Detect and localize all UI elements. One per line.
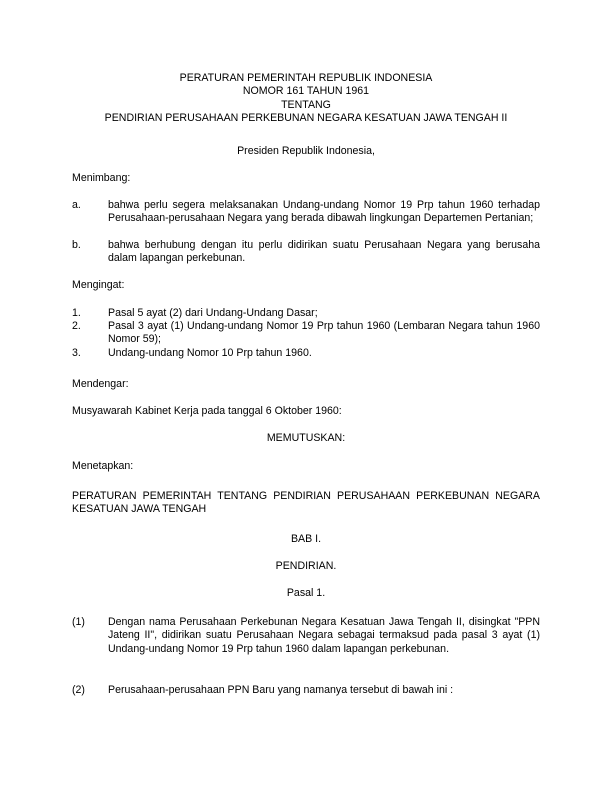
president-line: Presiden Republik Indonesia, xyxy=(237,145,375,157)
item-label: 3. xyxy=(72,347,81,359)
item-label: 2. xyxy=(72,320,81,332)
menetapkan-text: PERATURAN PEMERINTAH TENTANG PENDIRIAN PERUSAHAAN PERKEBUNAN NEGARA KESATUAN JAWA TENGAH xyxy=(72,490,540,516)
list-item xyxy=(72,347,540,360)
item-text: Undang-undang Nomor 10 Prp tahun 1960. xyxy=(108,347,312,359)
item-text: Pasal 5 ayat (2) dari Undang-Undang Dasar; xyxy=(108,307,318,319)
document-title xyxy=(72,72,540,126)
menimbang-heading: Menimbang: xyxy=(72,172,131,184)
title-line: PERATURAN PEMERINTAH REPUBLIK INDONESIA xyxy=(179,72,433,84)
bab-heading: BAB I. xyxy=(290,533,322,545)
memutuskan-heading: MEMUTUSKAN: xyxy=(266,432,346,444)
list-item xyxy=(72,320,540,347)
bab-title: PENDIRIAN. xyxy=(275,560,337,572)
pasal-item xyxy=(72,684,540,697)
list-item xyxy=(72,307,540,320)
title-line: PENDIRIAN PERUSAHAAN PERKEBUNAN NEGARA KESATUAN JAWA TENGAH II xyxy=(104,112,508,125)
mengingat-heading: Mengingat: xyxy=(72,279,125,291)
list-item xyxy=(72,239,540,266)
item-text: bahwa perlu segera melaksanakan Undang-undang Nomor 19 Prp tahun 1960 terhadap Perusahaan-perusahaan Negara yang berada dibawah lingkungan Departemen Pertanian; xyxy=(108,199,540,225)
item-label: a. xyxy=(72,199,81,211)
mendengar-heading: Mendengar: xyxy=(72,378,129,390)
title-line: NOMOR 161 TAHUN 1961 xyxy=(242,85,370,98)
title-line: TENTANG xyxy=(281,98,331,111)
item-text: Perusahaan-perusahaan PPN Baru yang namanya tersebut di bawah ini : xyxy=(108,684,454,696)
item-label: b. xyxy=(72,239,81,251)
pasal-item xyxy=(72,616,540,656)
pasal-heading: Pasal 1. xyxy=(286,587,326,599)
mendengar-text: Musyawarah Kabinet Kerja pada tanggal 6 Oktober 1960: xyxy=(72,405,342,417)
menetapkan-heading: Menetapkan: xyxy=(72,460,134,472)
item-label: (2) xyxy=(72,684,85,696)
item-text: Dengan nama Perusahaan Perkebunan Negara Kesatuan Jawa Tengah II, disingkat "PPN Jateng II", didirikan suatu Perusahaan Negara sebagai termaksud pada pasal 3 ayat (1) Undang-undang Nomor 19 Prp tahun 1960 dalam lapangan perkebunan. xyxy=(108,616,540,655)
item-text: Pasal 3 ayat (1) Undang-undang Nomor 19 Prp tahun 1960 (Lembaran Negara tahun 1960 Nomor 59); xyxy=(108,320,540,346)
item-label: (1) xyxy=(72,616,85,628)
item-text: bahwa berhubung dengan itu perlu didirikan suatu Perusahaan Negara yang berusaha dalam lapangan perkebunan. xyxy=(108,239,540,265)
item-label: 1. xyxy=(72,307,81,319)
list-item xyxy=(72,199,540,226)
